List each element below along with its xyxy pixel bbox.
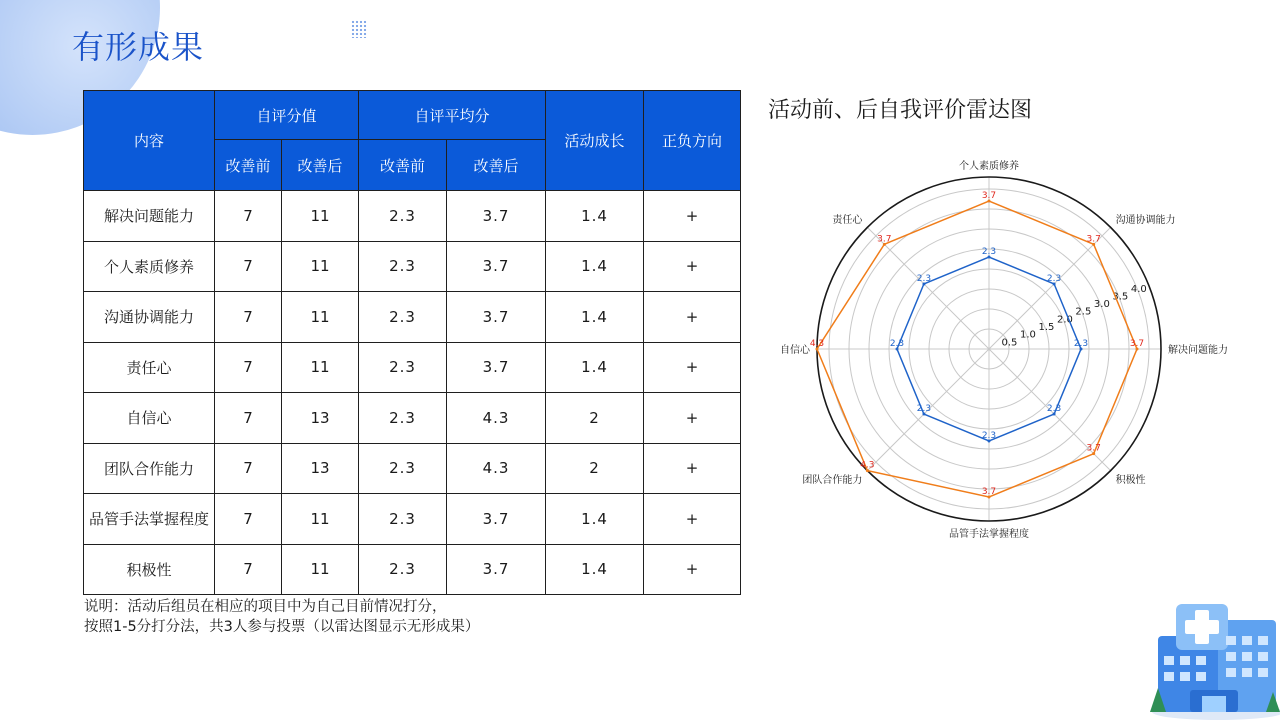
axis-label: 自信心 xyxy=(780,345,810,356)
data-label: 4.3 xyxy=(809,339,825,349)
note-line-2: 按照1-5分打分法，共3人参与投票（以雷达图显示无形成果） xyxy=(84,619,480,635)
header-score-after: 改善后 xyxy=(282,140,359,191)
axis-label: 沟通协调能力 xyxy=(1115,214,1176,226)
row-score-before: 7 xyxy=(215,443,282,494)
header-score-before: 改善前 xyxy=(215,140,282,191)
axis-label: 责任心 xyxy=(832,214,863,226)
row-score-before: 7 xyxy=(215,342,282,393)
axis-label: 团队合作能力 xyxy=(802,475,863,487)
data-label: 3.7 xyxy=(981,487,997,497)
row-item: 积极性 xyxy=(84,544,215,595)
axis-label: 解决问题能力 xyxy=(1168,345,1228,356)
radial-tick-label: 1.0 xyxy=(1020,329,1036,341)
header-avg-before: 改善前 xyxy=(359,140,447,191)
data-label: 3.7 xyxy=(877,234,892,245)
row-score-before: 7 xyxy=(215,494,282,545)
table-row xyxy=(84,393,741,444)
row-score-after: 13 xyxy=(282,393,359,444)
row-avg-before: 2.3 xyxy=(359,443,447,494)
radial-tick-label: 1.5 xyxy=(1038,322,1055,334)
results-table xyxy=(83,90,741,595)
row-avg-after: 3.7 xyxy=(447,292,546,343)
header-self-score: 自评分值 xyxy=(215,91,359,140)
data-label: 3.7 xyxy=(981,191,997,201)
header-growth: 活动成长 xyxy=(546,91,644,191)
data-label: 3.7 xyxy=(1086,234,1101,245)
axis-label: 积极性 xyxy=(1115,475,1146,487)
table-row xyxy=(84,342,741,393)
data-label: 2.3 xyxy=(889,339,905,349)
row-direction: + xyxy=(644,342,741,393)
row-avg-after: 3.7 xyxy=(447,241,546,292)
row-growth: 1.4 xyxy=(546,544,644,595)
data-label: 3.7 xyxy=(1129,339,1145,349)
row-growth: 1.4 xyxy=(546,494,644,545)
row-direction: + xyxy=(644,241,741,292)
axis-label: 个人素质修养 xyxy=(959,161,1019,172)
row-score-after: 11 xyxy=(282,544,359,595)
header-direction: 正负方向 xyxy=(644,91,741,191)
row-item: 解决问题能力 xyxy=(84,191,215,242)
row-avg-before: 2.3 xyxy=(359,241,447,292)
row-avg-before: 2.3 xyxy=(359,342,447,393)
row-item: 品管手法掌握程度 xyxy=(84,494,215,545)
row-avg-before: 2.3 xyxy=(359,191,447,242)
data-label: 2.3 xyxy=(1046,273,1062,284)
row-growth: 1.4 xyxy=(546,241,644,292)
row-direction: + xyxy=(644,443,741,494)
row-score-after: 11 xyxy=(282,191,359,242)
row-avg-after: 3.7 xyxy=(447,544,546,595)
row-direction: + xyxy=(644,393,741,444)
row-score-after: 13 xyxy=(282,443,359,494)
row-score-before: 7 xyxy=(215,191,282,242)
table-body xyxy=(84,191,741,595)
data-label: 2.3 xyxy=(981,431,997,441)
row-item: 沟通协调能力 xyxy=(84,292,215,343)
chart-title: 活动前、后自我评价雷达图 xyxy=(768,98,1033,123)
row-score-before: 7 xyxy=(215,292,282,343)
row-item: 自信心 xyxy=(84,393,215,444)
header-content: 内容 xyxy=(84,91,215,191)
row-direction: + xyxy=(644,292,741,343)
table-row xyxy=(84,494,741,545)
row-avg-before: 2.3 xyxy=(359,544,447,595)
row-growth: 2 xyxy=(546,443,644,494)
row-avg-before: 2.3 xyxy=(359,393,447,444)
row-score-after: 11 xyxy=(282,342,359,393)
axis-label: 品管手法掌握程度 xyxy=(949,529,1029,540)
row-avg-after: 3.7 xyxy=(447,494,546,545)
row-item: 团队合作能力 xyxy=(84,443,215,494)
data-label: 2.3 xyxy=(1046,404,1062,415)
row-avg-after: 4.3 xyxy=(447,443,546,494)
row-direction: + xyxy=(644,191,741,242)
row-growth: 2 xyxy=(546,393,644,444)
row-avg-before: 2.3 xyxy=(359,292,447,343)
data-label: 2.3 xyxy=(916,404,932,415)
row-score-before: 7 xyxy=(215,544,282,595)
radar-chart xyxy=(760,150,1228,570)
row-avg-after: 3.7 xyxy=(447,342,546,393)
radial-tick-label: 3.5 xyxy=(1112,291,1129,303)
decorative-dot-grid xyxy=(351,20,367,38)
row-avg-before: 2.3 xyxy=(359,494,447,545)
row-avg-after: 3.7 xyxy=(447,191,546,242)
row-score-before: 7 xyxy=(215,241,282,292)
radial-tick-label: 3.0 xyxy=(1093,299,1110,311)
data-label: 2.3 xyxy=(981,247,997,257)
data-label: 2.3 xyxy=(916,273,932,284)
radial-tick-label: 0.5 xyxy=(1001,337,1018,349)
row-growth: 1.4 xyxy=(546,342,644,393)
table-row xyxy=(84,241,741,292)
row-score-after: 11 xyxy=(282,292,359,343)
row-avg-after: 4.3 xyxy=(447,393,546,444)
table-row xyxy=(84,292,741,343)
hospital-illustration xyxy=(1140,596,1280,720)
row-growth: 1.4 xyxy=(546,191,644,242)
table-row xyxy=(84,191,741,242)
data-label: 3.7 xyxy=(1086,443,1101,454)
row-direction: + xyxy=(644,494,741,545)
table-row xyxy=(84,544,741,595)
row-score-after: 11 xyxy=(282,241,359,292)
header-avg-after: 改善后 xyxy=(447,140,546,191)
row-growth: 1.4 xyxy=(546,292,644,343)
row-score-after: 11 xyxy=(282,494,359,545)
note-line-1: 说明：活动后组员在相应的项目中为自己目前情况打分， xyxy=(84,599,447,615)
row-item: 个人素质修养 xyxy=(84,241,215,292)
header-self-average: 自评平均分 xyxy=(359,91,546,140)
table-row xyxy=(84,443,741,494)
radial-tick-label: 4.0 xyxy=(1130,283,1147,295)
row-direction: + xyxy=(644,544,741,595)
explanation-note xyxy=(84,597,479,637)
row-score-before: 7 xyxy=(215,393,282,444)
radial-tick-label: 2.5 xyxy=(1075,306,1092,318)
data-label: 4.3 xyxy=(860,460,875,471)
data-label: 2.3 xyxy=(1073,339,1089,349)
radial-tick-label: 2.0 xyxy=(1056,314,1073,326)
row-item: 责任心 xyxy=(84,342,215,393)
page-title: 有形成果 xyxy=(72,28,205,66)
